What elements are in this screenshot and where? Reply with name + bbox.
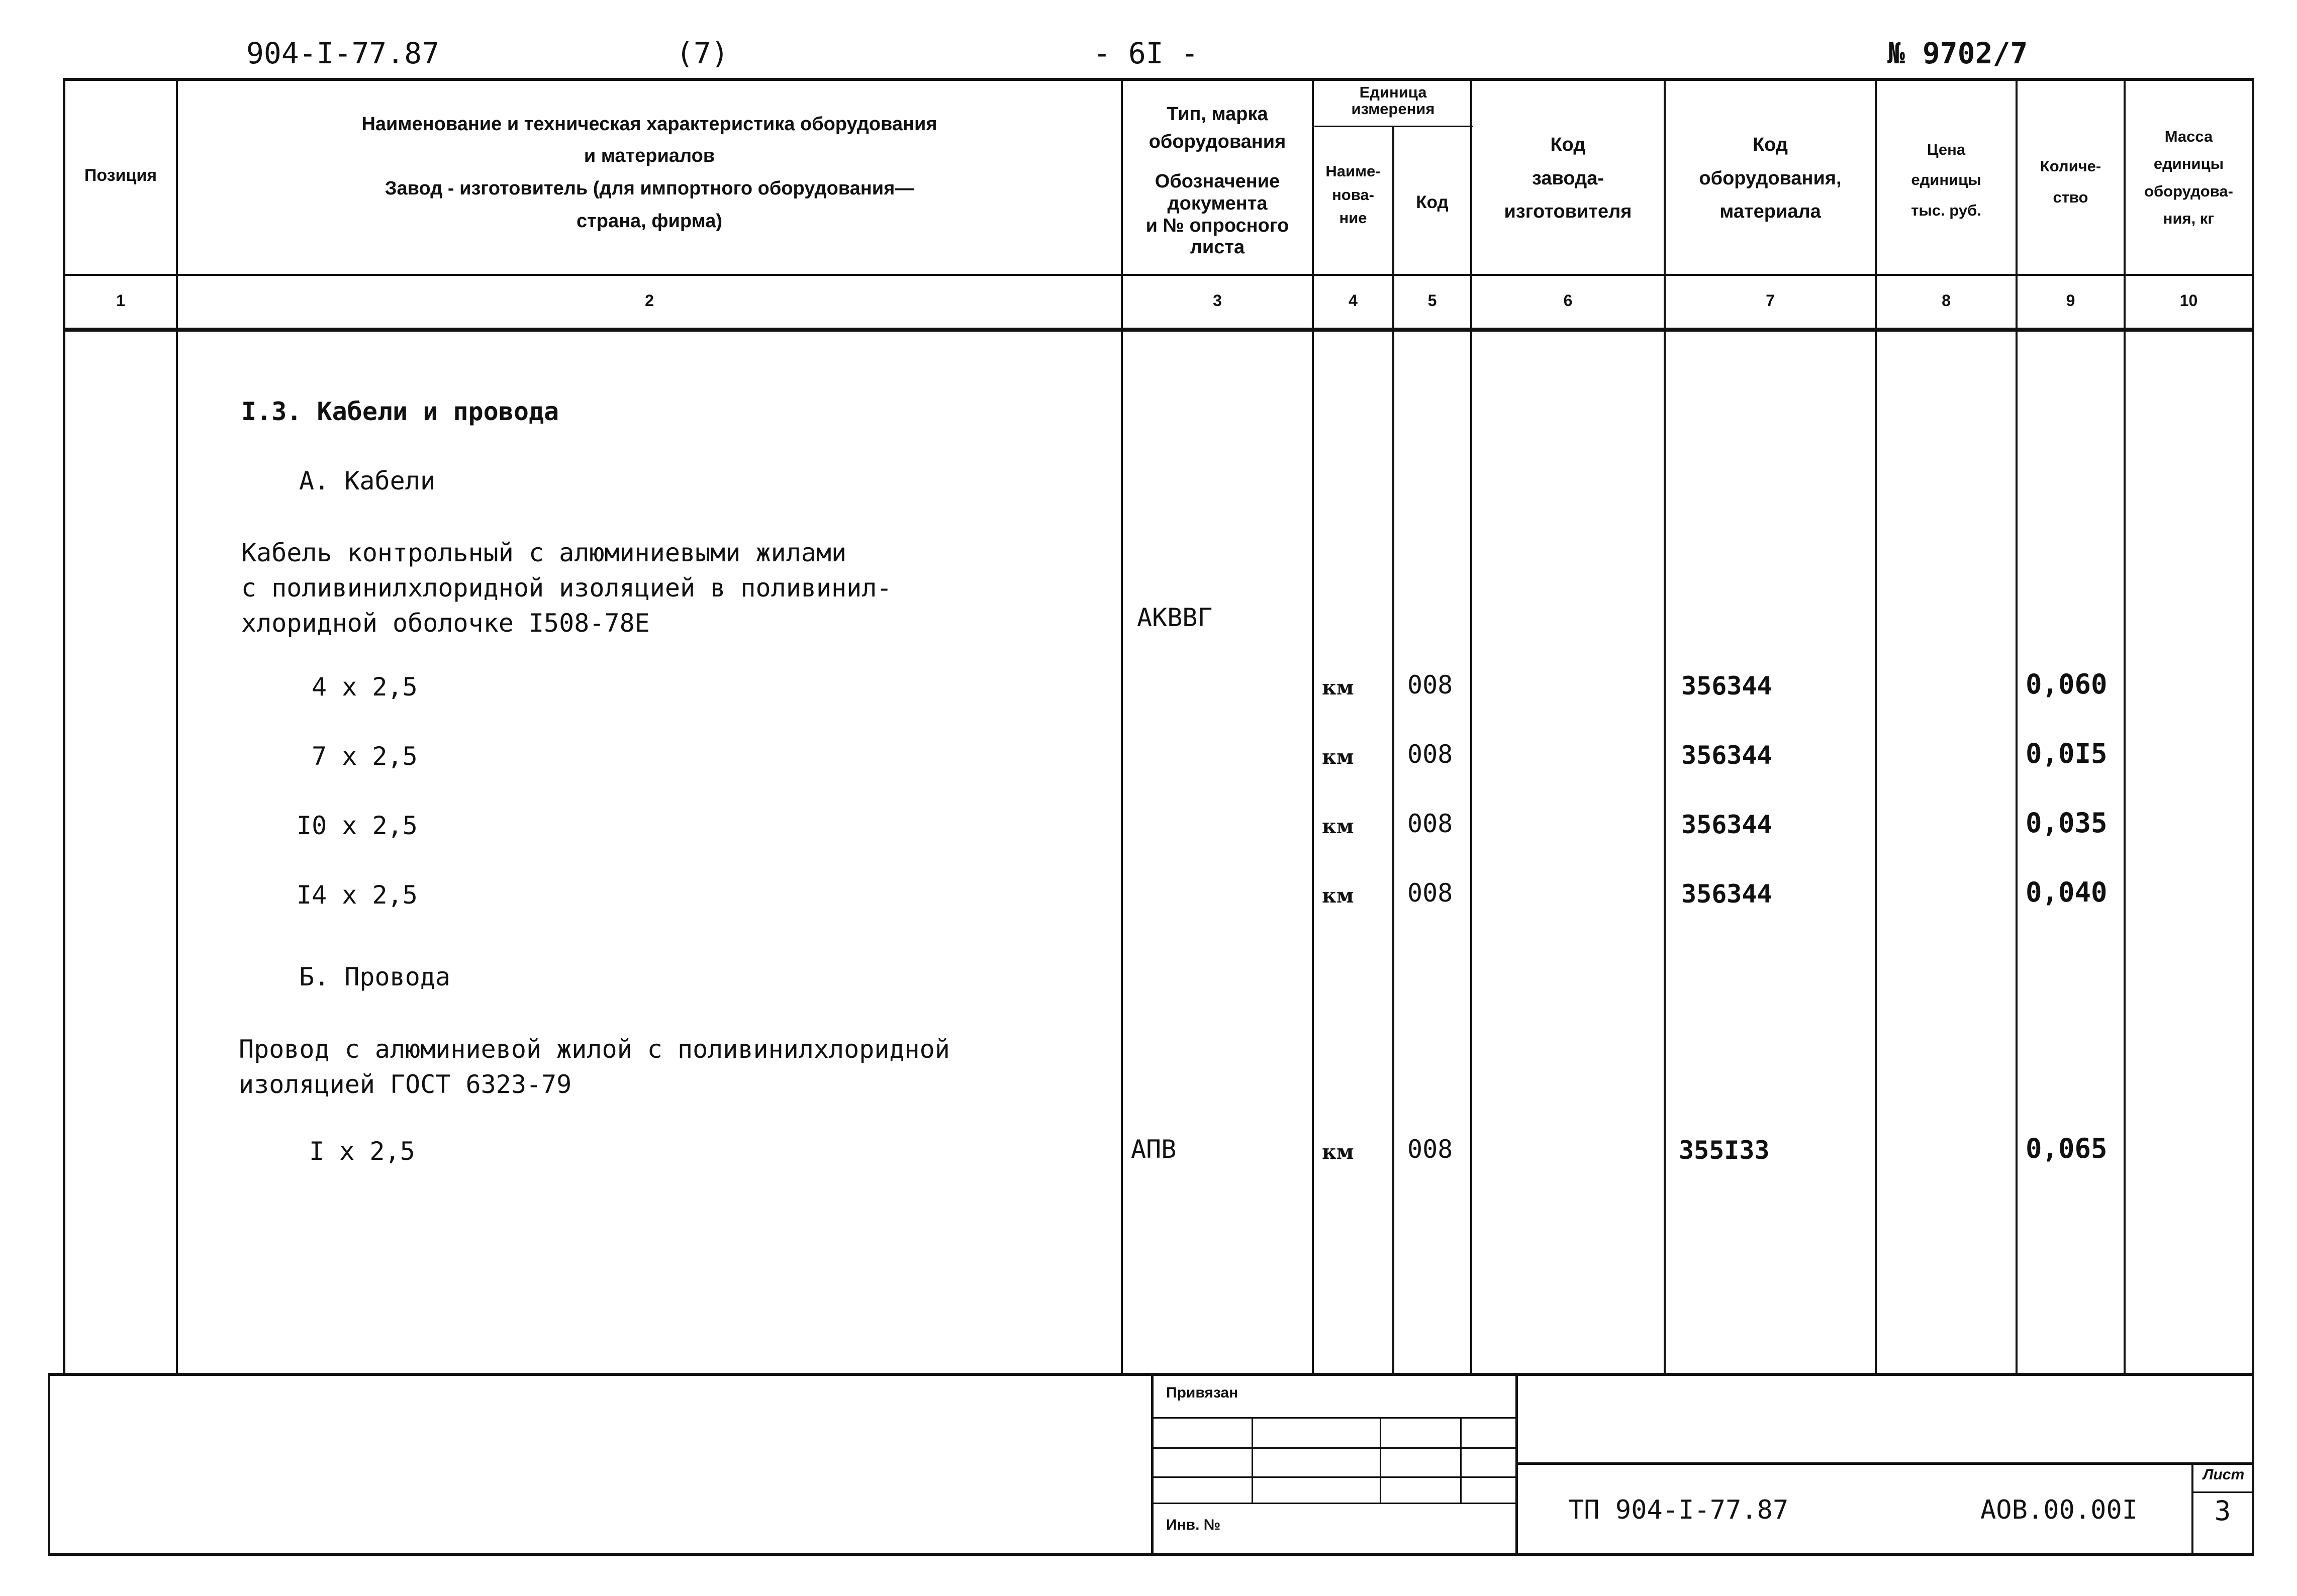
cable-type: АКВВГ	[1137, 603, 1213, 632]
quantity: 0,035	[2026, 807, 2108, 839]
unit-code: 008	[1407, 809, 1453, 838]
cable-size: 4 x 2,5	[312, 672, 418, 702]
column-number-6: 6	[1563, 291, 1573, 310]
material-code: 355I33	[1679, 1136, 1770, 1165]
header-unit-group: Единица измерения	[1351, 83, 1435, 118]
unit-code: 008	[1407, 740, 1453, 769]
footer-album-code: АОВ.00.00I	[1980, 1495, 2138, 1525]
sheet-number: 3	[2214, 1495, 2231, 1527]
unit-name: км	[1322, 676, 1354, 700]
header-position: Позиция	[84, 166, 157, 185]
header-quantity: Количе- ство	[2040, 157, 2101, 206]
quantity: 0,040	[2026, 876, 2108, 908]
header-type: Тип, марка оборудования Обозначение документа и № опросного листа	[1145, 104, 1289, 258]
material-code: 356344	[1681, 879, 1772, 909]
column-number-9: 9	[2066, 291, 2075, 310]
column-number-2: 2	[645, 291, 654, 310]
column-number-10: 10	[2179, 291, 2198, 310]
cable-size: I0 x 2,5	[297, 811, 418, 840]
unit-code: 008	[1407, 670, 1453, 700]
subsection-wires: Б. Провода	[299, 962, 451, 991]
quantity: 0,065	[2026, 1133, 2108, 1164]
wire-description: Провод с алюминиевой жилой с поливинилхлоридной изоляцией ГОСТ 6323-79	[239, 1035, 950, 1099]
unit-name: км	[1322, 884, 1354, 908]
wire-size: I x 2,5	[309, 1137, 415, 1166]
footer-document-code: ТП 904-I-77.87	[1568, 1495, 1789, 1525]
header-price: Цена единицы тыс. руб.	[1911, 141, 1981, 219]
document-code: 904-I-77.87	[246, 36, 440, 70]
bound-label: Привязан	[1166, 1384, 1238, 1401]
unit-name: км	[1322, 1140, 1354, 1164]
unit-name: км	[1322, 745, 1354, 769]
quantity: 0,0I5	[2026, 738, 2108, 769]
header-factory-code: Код завода- изготовителя	[1504, 134, 1632, 222]
subsection-cables: А. Кабели	[299, 466, 435, 495]
quantity: 0,060	[2026, 668, 2108, 700]
cable-size: 7 x 2,5	[312, 742, 418, 771]
column-number-3: 3	[1213, 291, 1222, 310]
document-number: № 9702/7	[1887, 36, 2028, 70]
header-unit-name: Наиме- нова- ние	[1325, 162, 1381, 227]
column-number-1: 1	[116, 291, 125, 310]
document-part: (7)	[676, 36, 729, 70]
page-number: - 6I -	[1093, 36, 1199, 70]
column-number-7: 7	[1766, 291, 1775, 310]
column-number-4: 4	[1349, 291, 1358, 310]
unit-code: 008	[1407, 878, 1453, 908]
material-code: 356344	[1681, 741, 1772, 770]
header-mass: Масса единицы оборудова- ния, кг	[2144, 128, 2233, 227]
unit-name: км	[1322, 815, 1354, 838]
cable-description: Кабель контрольный с алюминиевыми жилами с поливинилхлоридной изоляцией в поливинил- хлоридной оболочке I508-78Е	[241, 538, 892, 638]
header-unit-code: Код	[1416, 192, 1449, 212]
material-code: 356344	[1681, 810, 1772, 839]
column-number-8: 8	[1942, 291, 1951, 310]
column-number-5: 5	[1427, 291, 1437, 310]
wire-type: АПВ	[1131, 1135, 1177, 1164]
inventory-label: Инв. №	[1166, 1517, 1221, 1533]
cable-size: I4 x 2,5	[297, 880, 418, 910]
unit-code: 008	[1407, 1135, 1453, 1164]
header-material-code: Код оборудования, материала	[1699, 134, 1842, 222]
section-title: I.3. Кабели и провода	[241, 397, 559, 426]
sheet-label: Лист	[2203, 1466, 2245, 1483]
material-code: 356344	[1681, 671, 1772, 701]
header-name: Наименование и техническая характеристика оборудования и материалов Завод - изготовитель (для импортного оборудования— страна, фирма)	[361, 114, 937, 232]
